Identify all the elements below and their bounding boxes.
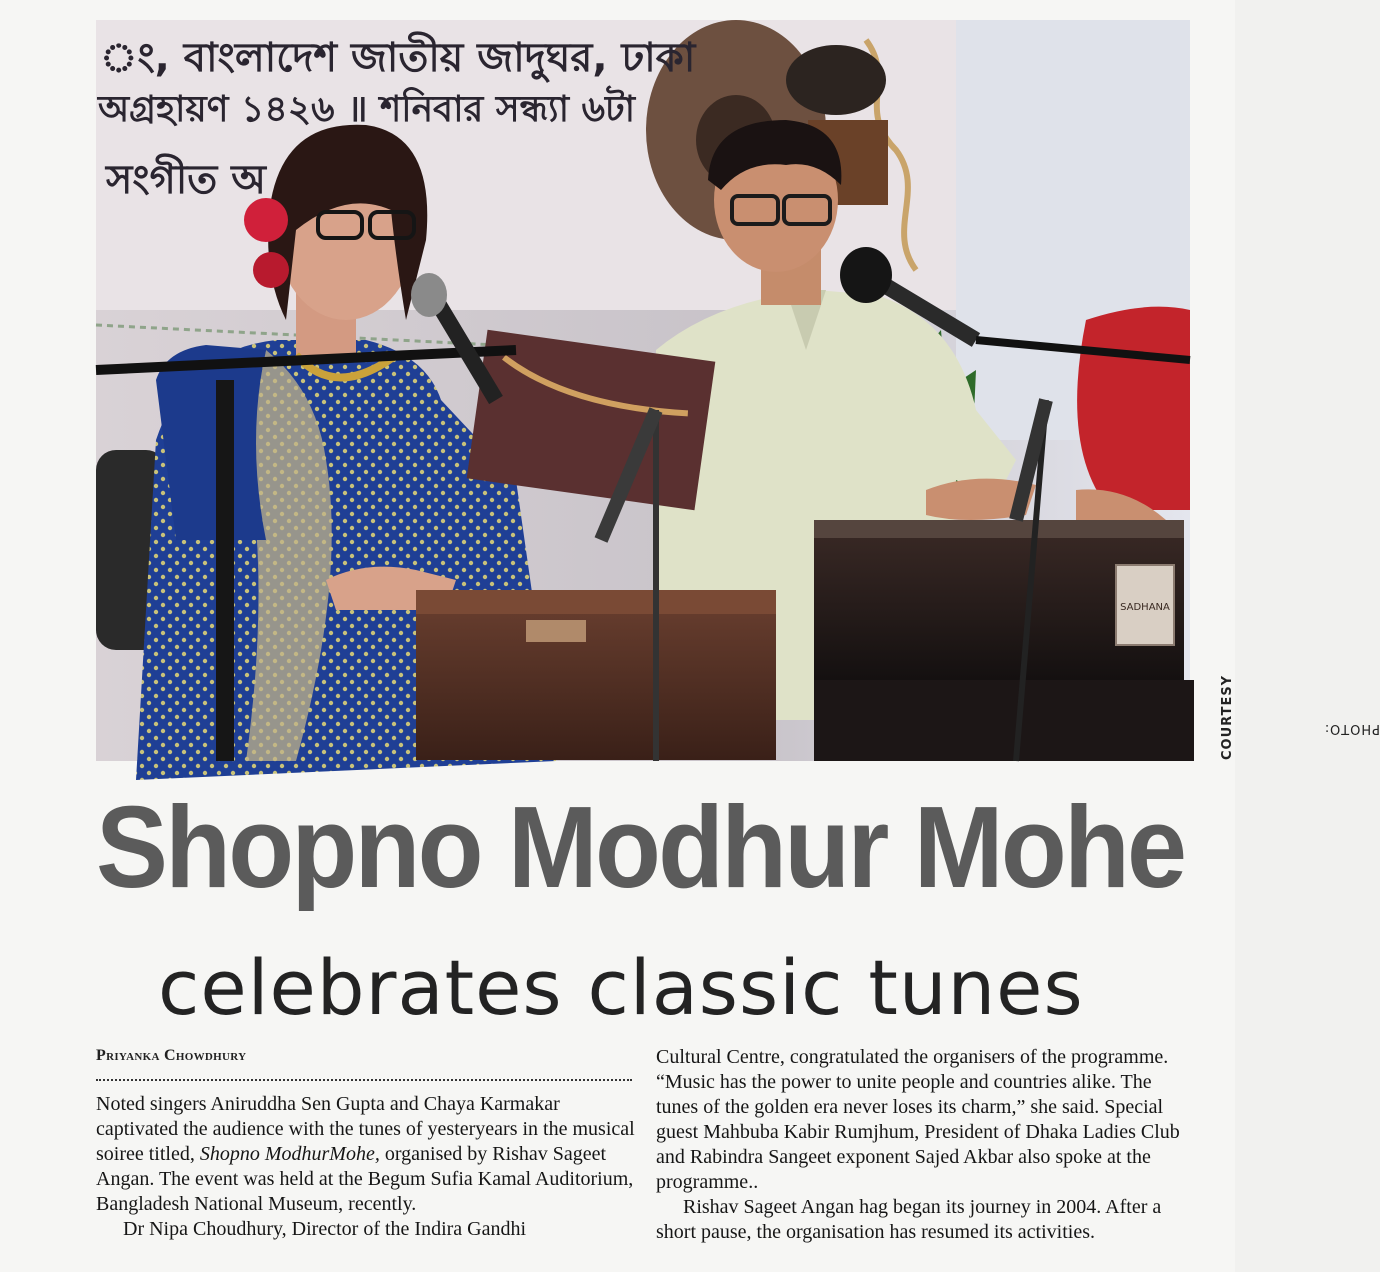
column1-paragraph-1 xyxy=(96,1092,636,1217)
banner-text-line-3: সংগীত অ xyxy=(106,157,266,203)
column1-paragraph-2: Dr Nipa Choudhury, Director of the Indira Gandhi xyxy=(123,1218,527,1240)
photo-credit-name: COURTESY xyxy=(1220,674,1235,760)
article-subheadline: celebrates classic tunes xyxy=(158,943,1084,1032)
column2-paragraph-1: Cultural Centre, congratulated the organisers of the programme. “Music has the power to unite people and countries alike. The tunes of the golden era never loses its charm,” she said. Special guest Mahbuba Kabir Rumjhum, President of Dhaka Ladies Club and Rabindra Sangeet exponent Sajed Akbar also spoke at the programme.. xyxy=(656,1046,1180,1193)
banner-text-line-2: অগ্রহায়ণ ১৪২৬ ॥ শনিবার সন্ধ্যা ৬টা xyxy=(98,89,636,130)
soiree-title: Shopno ModhurMohe, xyxy=(199,1143,380,1165)
column1-paragraph-1-text-a: Noted singers Aniruddha Sen Gupta and Chaya Karmakar captivated the audience with the tunes of yesteryears in the musical soiree titled, xyxy=(96,1093,635,1165)
column2-paragraph-2: Rishav Sageet Angan hag began its journey in 2004. After a short pause, the organisation has resumed its activities. xyxy=(656,1196,1162,1243)
column1-paragraph-1-text-b: organised by Rishav Sageet Angan. The event was held at the Begum Sufia Kamal Auditorium, Bangladesh National Museum, recently. xyxy=(96,1143,634,1215)
photo-credit-prefix: PHOTO: xyxy=(1323,721,1380,736)
article-headline: Shopno Modhur Mohe xyxy=(96,782,1185,912)
photo-credit xyxy=(1196,600,1380,760)
article-column-2 xyxy=(656,1045,1196,1245)
article-column-1 xyxy=(96,1092,636,1242)
byline-divider xyxy=(96,1079,632,1081)
article-photo xyxy=(96,20,1190,761)
banner-text-line-1: ং, বাংলাদেশ জাতীয় জাদুঘর, ঢাকা xyxy=(100,35,696,81)
article-byline: Priyanka Chowdhury xyxy=(96,1047,247,1064)
harmonium-brand-text: SADHANA xyxy=(1120,602,1170,613)
